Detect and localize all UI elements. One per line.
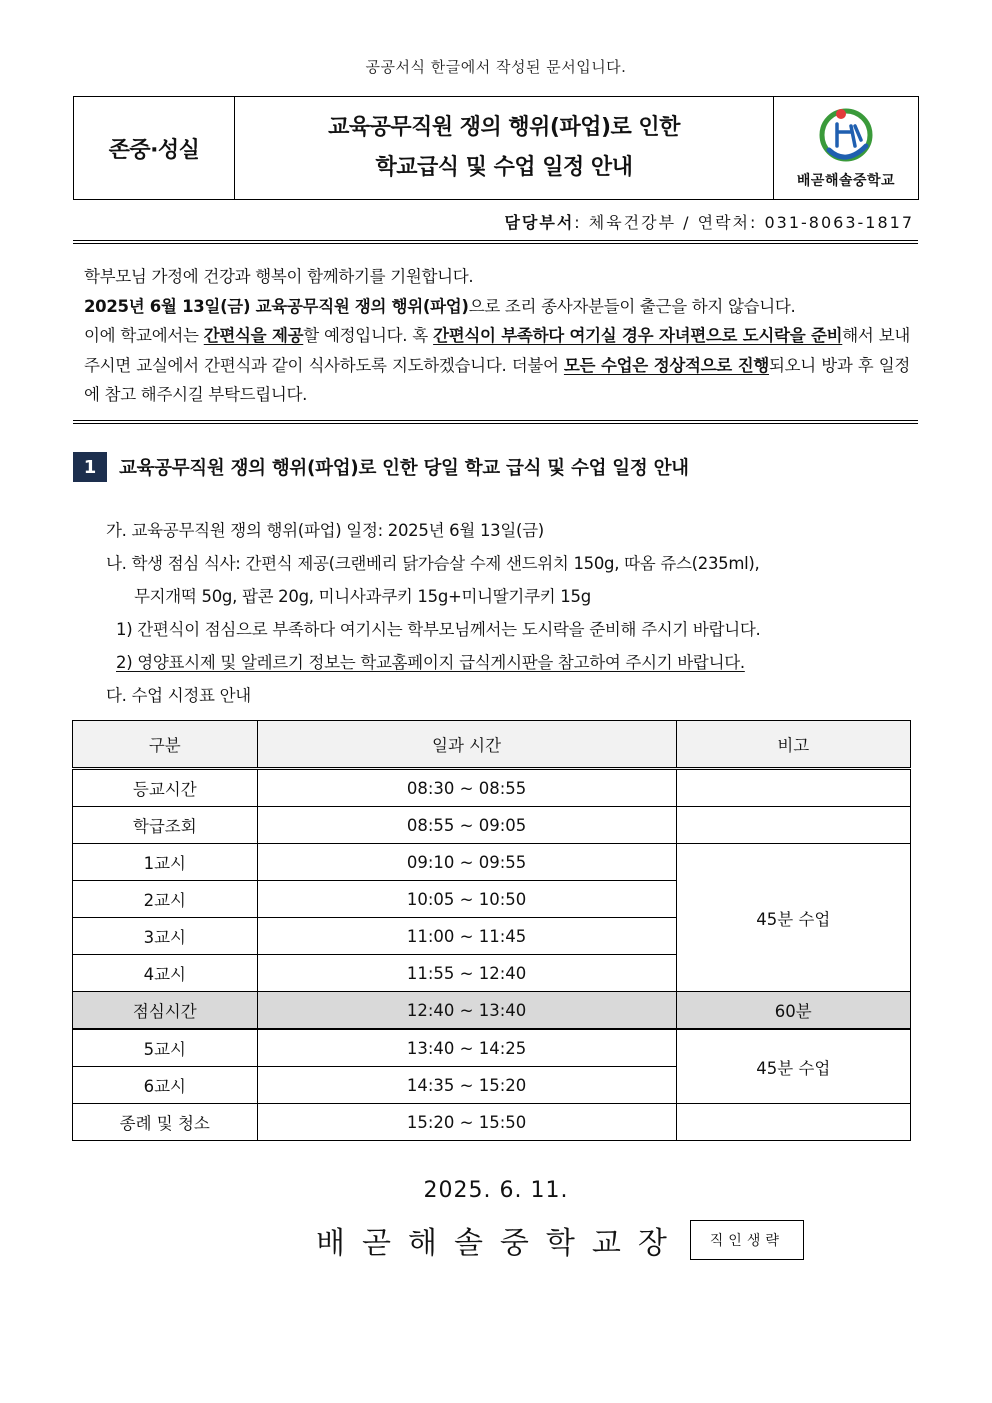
underline-classes: 모든 수업은 정상적으로 진행 [563, 355, 769, 375]
document-title [235, 97, 773, 199]
item-da: 다. 수업 시정표 안내 [106, 686, 251, 705]
intro-greeting: 학부모님 가정에 건강과 행복이 함께하기를 기원합니다. [84, 267, 474, 286]
row-time: 14:35 ~ 15:20 [257, 1067, 676, 1104]
table-row [73, 1104, 911, 1141]
document-notice: 공공서식 한글에서 작성된 문서입니다. [365, 58, 627, 76]
row-time: 15:20 ~ 15:50 [257, 1104, 676, 1141]
school-emblem-icon [811, 106, 881, 168]
table-row-lunch [73, 992, 911, 1030]
dept-value: 체육건강부 [588, 213, 677, 232]
section-heading [73, 452, 689, 482]
row-time: 11:00 ~ 11:45 [257, 918, 676, 955]
col-header: 일과 시간 [257, 721, 676, 769]
row-note: 60분 [676, 992, 910, 1030]
row-label: 6교시 [73, 1067, 258, 1104]
school-logo-name: 배곧해솔중학교 [796, 173, 896, 189]
note-2: 2) 영양표시제 및 알레르기 정보는 학교홈페이지 급식게시판을 참고하여 주시기 바랍니다. [116, 653, 745, 672]
row-time: 11:55 ~ 12:40 [257, 955, 676, 992]
school-slogan: 존중·성실 [74, 97, 235, 199]
row-label: 종례 및 청소 [73, 1104, 258, 1141]
row-note [676, 807, 910, 844]
row-note: 45분 수업 [676, 1029, 910, 1104]
row-time: 13:40 ~ 14:25 [257, 1029, 676, 1067]
section-title: 교육공무직원 쟁의 행위(파업)로 인한 당일 학교 급식 및 수업 일정 안내 [119, 458, 689, 479]
item-na: 나. 학생 점심 식사: 간편식 제공(크랜베리 닭가슴살 수제 샌드위치 150g, 따옴 쥬스(235ml), [106, 554, 760, 573]
row-time: 10:05 ~ 10:50 [257, 881, 676, 918]
row-label: 1교시 [73, 844, 258, 881]
class-schedule-table [72, 720, 911, 1141]
intro-strike-notice: 2025년 6월 13일(금) 교육공무직원 쟁의 행위(파업)으로 조리 종사자분들이 출근을 하지 않습니다. [84, 296, 796, 316]
section-items [106, 514, 916, 712]
table-row [73, 1029, 911, 1067]
row-note [676, 769, 910, 807]
row-time: 12:40 ~ 13:40 [257, 992, 676, 1030]
row-label: 3교시 [73, 918, 258, 955]
item-na-cont: 무지개떡 50g, 팝콘 20g, 미니사과쿠키 15g+미니딸기쿠키 15g [134, 587, 591, 606]
row-time: 08:30 ~ 08:55 [257, 769, 676, 807]
underline-snack: 간편식을 제공 [203, 326, 304, 345]
document-date: 2025. 6. 11. [423, 1178, 569, 1203]
title-line-1: 교육공무직원 쟁의 행위(파업)로 인한 [328, 115, 680, 140]
row-note [676, 1104, 910, 1141]
school-logo [773, 97, 918, 199]
row-label: 학급조회 [73, 807, 258, 844]
col-header: 비고 [676, 721, 910, 769]
intro-paragraph [84, 262, 910, 410]
title-line-2: 학교급식 및 수업 일정 안내 [375, 155, 633, 180]
row-time: 08:55 ~ 09:05 [257, 807, 676, 844]
item-ga: 가. 교육공무직원 쟁의 행위(파업) 일정: 2025년 6월 13일(금) [106, 521, 544, 540]
dept-label: 담당부서 [504, 213, 575, 232]
row-time: 09:10 ~ 09:55 [257, 844, 676, 881]
note-1: 1) 간편식이 점심으로 부족하다 여기시는 학부모님께서는 도시락을 준비해 주시기 바랍니다. [116, 620, 761, 639]
row-label: 4교시 [73, 955, 258, 992]
phone-label: 연락처 [697, 213, 750, 232]
header-box [73, 96, 919, 200]
col-header: 구분 [73, 721, 258, 769]
divider-top [73, 240, 918, 244]
phone-value: 031-8063-1817 [764, 213, 914, 232]
row-note: 45분 수업 [676, 844, 910, 992]
underline-lunchbox: 간편식이 부족하다 여기실 경우 자녀편으로 도시락을 준비 [433, 326, 843, 345]
intro-lunch-plan: 이에 학교에서는 간편식을 제공할 예정입니다. 혹 간편식이 부족하다 여기실 경우 자녀편으로 도시락을 준비해서 보내주시면 교실에서 간편식과 같이 식사하도록 지도하겠습니다. 더불어 모든 수업은 정상적으로 진행되오니 방과 후 일정에 참고 해주시길 부탁드립니다. [84, 326, 910, 404]
table-row [73, 769, 911, 807]
signer-name: 배곧해솔중학교장 [316, 1226, 684, 1261]
section-number: 1 [73, 452, 107, 482]
contact-line: 담당부서: 체육건강부 / 연락처: 031-8063-1817 [504, 213, 914, 232]
row-label: 2교시 [73, 881, 258, 918]
seal-omitted-box: 직인생략 [690, 1220, 804, 1260]
table-header-row [73, 721, 911, 769]
row-label: 5교시 [73, 1029, 258, 1067]
row-label: 점심시간 [73, 992, 258, 1030]
table-row [73, 807, 911, 844]
signer-block [316, 1218, 804, 1262]
divider-bottom [73, 420, 918, 424]
row-label: 등교시간 [73, 769, 258, 807]
table-row [73, 844, 911, 881]
